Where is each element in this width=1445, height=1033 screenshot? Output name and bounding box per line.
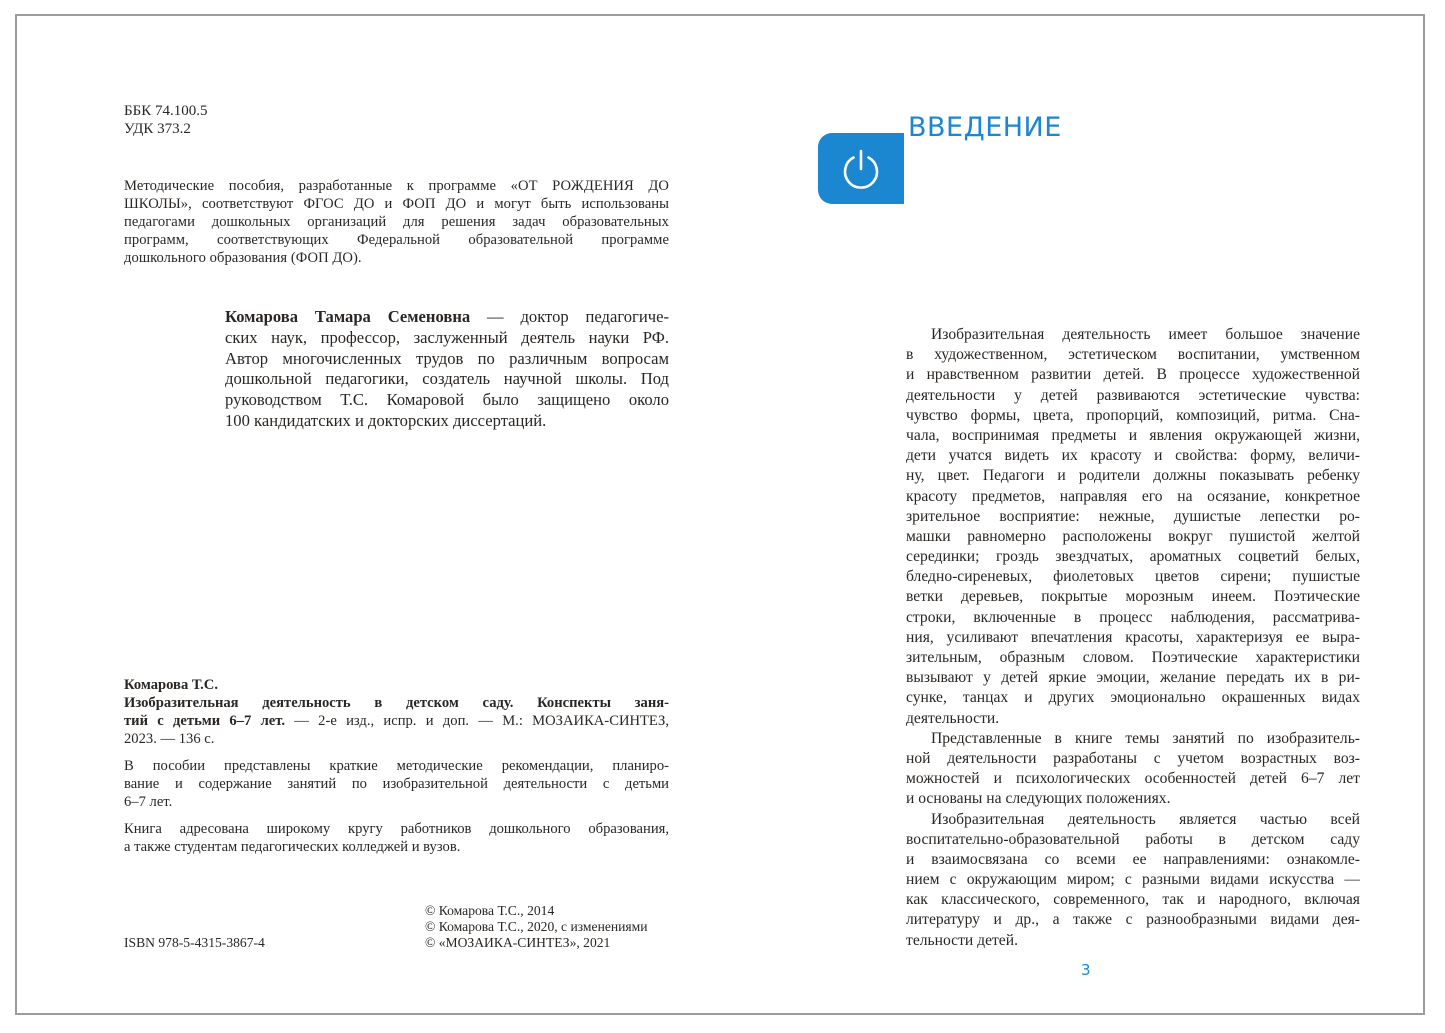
audience-line: Книга адресована широкому кругу работников дошкольного образования, [124, 821, 669, 837]
text-line: ну, цвет. Педагоги и родители должны показывать ребенку [906, 467, 1360, 485]
bbk-code: ББК 74.100.5 [124, 103, 208, 119]
biblio-title-line [124, 712, 669, 730]
text-line: можностей и психологических особенностей детей 6–7 лет [906, 770, 1360, 788]
biblio-author [124, 676, 669, 694]
chapter-heading: ВВЕДЕНИЕ [908, 112, 1062, 144]
copyright-line: © Комарова Т.С., 2020, с изменениями [425, 919, 648, 934]
copyright-line: © «МОЗАИКА-СИНТЕЗ», 2021 [425, 935, 611, 950]
text-line: дошкольного образования (ФОП ДО). [124, 250, 362, 266]
text-line: и основаны на следующих положениях. [906, 790, 1171, 808]
text-line: ветки деревьев, покрытые морозным инеем. Поэтические [906, 588, 1360, 606]
text-line: дошкольной педагогики, создатель научной школы. Под [225, 369, 669, 389]
text-line: и взаимосвязана со всеми ее направлениями: ознакомле- [906, 850, 1360, 868]
text-line: чала, воспринимая предметы и явления окружающей жизни, [906, 426, 1360, 444]
text-line: Автор многочисленных трудов по различным вопросам [225, 348, 669, 368]
text-line: вызывают у детей яркие эмоции, желание передать их в ри- [906, 669, 1360, 687]
text-line: ния, усиливают впечатления красоты, характеризуя ее выра- [906, 628, 1360, 646]
right-page [737, 16, 1445, 1013]
methodical-note [124, 177, 669, 267]
audience-line: а также студентам педагогических колледжей и вузов. [124, 839, 461, 855]
text-line: Изобразительная деятельность является частью всей [931, 810, 1360, 828]
copyright-line: © Комарова Т.С., 2014 [425, 903, 555, 918]
text-line: как классического, современного, так и народного, включая [906, 891, 1360, 909]
text-line: воспитательно-образовательной работы в детском саду [906, 830, 1360, 848]
isbn-number: ISBN 978-5-4315-3867-4 [124, 935, 265, 950]
text-line: красоту предметов, направляя его на осязание, конкретное [906, 487, 1360, 505]
book-spread [15, 14, 1425, 1015]
chapter-icon-box [818, 133, 904, 204]
bibliographic-record [124, 676, 669, 856]
text-line: деятельности у детей развиваются эстетические чувства: [906, 386, 1360, 404]
text-line: строки, включенные в процесс наблюдения, рассматрива- [906, 608, 1360, 626]
text-line: педагогами дошкольных организаций для решения задач образовательных [124, 214, 669, 230]
text-line: машки равномерно расположены вокруг пушистой желтой [906, 527, 1360, 545]
text-line: программ, соответствующих Федеральной образовательной программе [124, 232, 669, 248]
text-line: зительным, образным словом. Поэтические характеристики [906, 649, 1360, 666]
text-line: литературу и др., а также с разнообразными видами дея- [906, 911, 1360, 929]
text-line: Методические пособия, разработанные к программе «ОТ РОЖДЕНИЯ ДО [124, 178, 669, 194]
text-line: в художественном, эстетическом воспитании, умственном [906, 346, 1360, 364]
text-line: ских наук, профессор, заслуженный деятель науки РФ. [225, 327, 669, 347]
text-line: деятельности. [906, 709, 1000, 727]
text-line: зрительное восприятие: нежные, душистые лепестки ро- [906, 507, 1360, 525]
left-page [17, 16, 737, 1013]
annotation-line: 6–7 лет. [124, 794, 173, 810]
author-name: Комарова Тамара Семеновна [225, 307, 471, 326]
annotation-line: В пособии представлены краткие методические рекомендации, планиро- [124, 758, 669, 774]
text-line: ШКОЛЫ», соответствуют ФГОС ДО и ФОП ДО и могут быть использованы [124, 196, 669, 212]
biblio-edition: — 2-е изд., испр. и доп. — М.: МОЗАИКА-СИНТЕЗ, [285, 713, 669, 729]
introduction-text [906, 325, 1360, 951]
text-line: сунке, танцах и других эмоционально окрашенных видах [906, 689, 1360, 707]
text-line: бледно-сиреневых, фиолетовых цветов сирени; пушистые [906, 568, 1360, 586]
text-line: ной деятельности разработаны с учетом возрастных воз- [906, 749, 1360, 767]
biblio-author-name: Комарова Т.С. [124, 677, 218, 693]
text-line: серединки; гроздь звездчатых, ароматных соцветий белых, [906, 548, 1360, 566]
text-line: нием с окружающим миром; с разными видами искусства — [906, 871, 1360, 889]
author-bio [225, 307, 669, 432]
annotation-line: вание и содержание занятий по изобразительной деятельности с детьми [124, 776, 669, 792]
biblio-title: Изобразительная деятельность в детском саду. Конспекты заня- [124, 695, 669, 711]
power-icon [839, 147, 883, 191]
biblio-title-line [124, 694, 669, 712]
bio-text: — доктор педагогиче- [470, 307, 669, 326]
text-line: дети учатся видеть их красоту и свойства: форму, величи- [906, 447, 1360, 465]
text-line: и нравственном развитии детей. В процессе художественной [906, 366, 1360, 384]
text-line: чувство формы, цвета, пропорций, композиций, ритма. Сна- [906, 406, 1360, 424]
text-line: Представленные в книге темы занятий по изобразитель- [931, 729, 1360, 747]
isbn [124, 935, 374, 951]
text-line: руководством Т.С. Комаровой было защищено около [225, 390, 669, 410]
classification-codes [124, 102, 424, 138]
text-line: Изобразительная деятельность имеет большое значение [931, 326, 1360, 343]
biblio-title: тий с детьми 6–7 лет. [124, 713, 285, 729]
text-line: 100 кандидатских и докторских диссертаций. [225, 410, 547, 430]
bio-first-line [225, 307, 669, 328]
udk-code: УДК 373.2 [124, 121, 191, 137]
copyright-notices [425, 903, 685, 951]
text-line: тельности детей. [906, 931, 1018, 949]
page-number: 3 [1081, 961, 1091, 979]
biblio-year-pages: 2023. — 136 с. [124, 731, 215, 747]
